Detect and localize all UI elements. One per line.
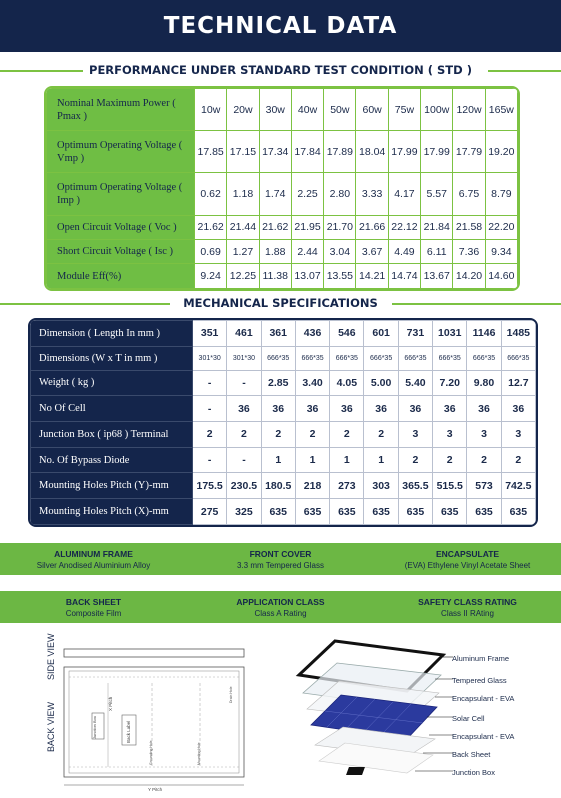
- table-cell: 1.18: [227, 173, 259, 215]
- table-cell: -: [193, 370, 227, 396]
- table-cell: 1031: [433, 321, 467, 347]
- table-cell: 3: [398, 421, 432, 447]
- table-cell: 21.58: [453, 215, 485, 239]
- table-cell: 365.5: [398, 473, 432, 499]
- table-cell: 5.57: [421, 173, 453, 215]
- row-label: Mounting Holes Pitch (X)-mm: [31, 499, 193, 525]
- table-cell: 573: [467, 473, 501, 499]
- table-cell: -: [227, 447, 261, 473]
- table-cell: 666*35: [433, 346, 467, 370]
- callout-solar-cell: Solar Cell: [452, 714, 485, 723]
- header-banner: [0, 0, 561, 52]
- performance-section-heading: [0, 63, 561, 79]
- table-cell: 0.62: [195, 173, 227, 215]
- table-cell: 1.74: [259, 173, 291, 215]
- feature-value: Silver Anodised Aluminium Alloy: [36, 560, 151, 570]
- callout-back-sheet: Back Sheet: [452, 750, 491, 759]
- table-cell: 36: [467, 396, 501, 422]
- features-bar-2: [0, 591, 561, 623]
- table-cell: 666*35: [501, 346, 535, 370]
- table-cell: 2: [295, 421, 329, 447]
- table-cell: 36: [295, 396, 329, 422]
- table-cell: 742.5: [501, 473, 535, 499]
- table-cell: 0.69: [195, 240, 227, 264]
- table-cell: 3.40: [295, 370, 329, 396]
- mechanical-row: [31, 447, 536, 473]
- table-cell: 1: [261, 447, 295, 473]
- performance-title: PERFORMANCE UNDER STANDARD TEST CONDITION ( STD ): [83, 63, 478, 77]
- table-cell: 731: [398, 321, 432, 347]
- table-cell: -: [227, 370, 261, 396]
- table-cell: 4.05: [330, 370, 364, 396]
- performance-row: [47, 173, 518, 215]
- table-cell: 17.34: [259, 131, 291, 173]
- table-cell: 1: [330, 447, 364, 473]
- table-cell: 22.12: [388, 215, 420, 239]
- table-cell: 635: [261, 499, 295, 525]
- callout-junction-box: Junction Box: [452, 768, 495, 777]
- table-cell: 21.95: [291, 215, 323, 239]
- table-cell: 21.62: [259, 215, 291, 239]
- table-cell: 1: [364, 447, 398, 473]
- back-view-frame: [64, 667, 244, 777]
- table-cell: 6.11: [421, 240, 453, 264]
- table-cell: 666*35: [364, 346, 398, 370]
- table-cell: 2: [227, 421, 261, 447]
- mechanical-row: [31, 473, 536, 499]
- table-cell: 100w: [421, 89, 453, 131]
- mechanical-row: [31, 321, 536, 347]
- table-cell: 275: [193, 499, 227, 525]
- layer-junction-box: [346, 767, 365, 775]
- feature-title: APPLICATION CLASS: [236, 596, 325, 607]
- feature-back-sheet: [0, 591, 187, 623]
- callout-aluminum-frame: Aluminum Frame: [452, 654, 510, 663]
- performance-row: [47, 264, 518, 289]
- table-cell: 3: [433, 421, 467, 447]
- table-cell: 120w: [453, 89, 485, 131]
- table-cell: 17.15: [227, 131, 259, 173]
- table-cell: 36: [261, 396, 295, 422]
- feature-value: Class II RAting: [441, 608, 494, 618]
- table-cell: 4.17: [388, 173, 420, 215]
- table-cell: 22.20: [485, 215, 517, 239]
- table-cell: 7.20: [433, 370, 467, 396]
- side-view-frame: [64, 649, 244, 657]
- table-cell: 9.34: [485, 240, 517, 264]
- table-cell: 2: [364, 421, 398, 447]
- table-cell: 50w: [324, 89, 356, 131]
- table-cell: 60w: [356, 89, 388, 131]
- row-label: Open Circuit Voltage ( Voc ): [47, 215, 195, 239]
- feature-value: (EVA) Ethylene Vinyl Acetate Sheet: [404, 560, 531, 570]
- table-cell: 21.84: [421, 215, 453, 239]
- table-cell: 180.5: [261, 473, 295, 499]
- table-cell: 301*30: [227, 346, 261, 370]
- table-cell: 9.80: [467, 370, 501, 396]
- table-cell: 635: [433, 499, 467, 525]
- table-cell: 3: [467, 421, 501, 447]
- table-cell: 36: [330, 396, 364, 422]
- features-bar-1: [0, 543, 561, 575]
- mechanical-table: [28, 318, 538, 527]
- row-label: Weight ( kg ): [31, 370, 193, 396]
- table-cell: 11.38: [259, 264, 291, 289]
- row-label: Nominal Maximum Power ( Pmax ): [47, 89, 195, 131]
- table-cell: 325: [227, 499, 261, 525]
- table-cell: 175.5: [193, 473, 227, 499]
- table-cell: 17.79: [453, 131, 485, 173]
- table-cell: 75w: [388, 89, 420, 131]
- mechanical-section-heading: [0, 296, 561, 312]
- table-cell: 13.07: [291, 264, 323, 289]
- mechanical-row: [31, 346, 536, 370]
- table-cell: 5.00: [364, 370, 398, 396]
- table-cell: 21.70: [324, 215, 356, 239]
- exploded-layer-diagram: [295, 635, 455, 795]
- row-label: Optimum Operating Voltage ( Vmp ): [47, 131, 195, 173]
- table-cell: 12.7: [501, 370, 535, 396]
- table-cell: 635: [467, 499, 501, 525]
- feature-front-cover: [187, 543, 374, 575]
- table-cell: 2.85: [261, 370, 295, 396]
- table-cell: 6.75: [453, 173, 485, 215]
- table-cell: 2.80: [324, 173, 356, 215]
- feature-encapsulate: [374, 543, 561, 575]
- table-cell: 19.20: [485, 131, 517, 173]
- feature-title: ALUMINUM FRAME: [54, 548, 133, 559]
- table-cell: 2: [467, 447, 501, 473]
- mechanical-row: [31, 499, 536, 525]
- table-cell: 273: [330, 473, 364, 499]
- table-cell: 30w: [259, 89, 291, 131]
- table-cell: 635: [398, 499, 432, 525]
- table-cell: 36: [227, 396, 261, 422]
- table-cell: 546: [330, 321, 364, 347]
- performance-table: [44, 86, 520, 291]
- feature-title: BACK SHEET: [65, 596, 122, 607]
- grounding-hole-text: Grounding Hole: [149, 740, 153, 765]
- table-cell: 14.21: [356, 264, 388, 289]
- table-cell: 666*35: [467, 346, 501, 370]
- x-pitch-text: X Pitch: [108, 696, 113, 711]
- callout-encapsulant-top: Encapsulant - EVA: [452, 694, 515, 703]
- table-cell: 666*35: [261, 346, 295, 370]
- module-drawing: [60, 643, 255, 793]
- row-label: Dimension ( Length In mm ): [31, 321, 193, 347]
- table-cell: 601: [364, 321, 398, 347]
- callout-encapsulant-bottom: Encapsulant - EVA: [452, 732, 515, 741]
- table-cell: 14.20: [453, 264, 485, 289]
- table-cell: 21.62: [195, 215, 227, 239]
- table-cell: 21.66: [356, 215, 388, 239]
- table-cell: 1146: [467, 321, 501, 347]
- table-cell: 5.40: [398, 370, 432, 396]
- table-cell: 8.79: [485, 173, 517, 215]
- table-cell: 10w: [195, 89, 227, 131]
- mechanical-row: [31, 396, 536, 422]
- page-title: TECHNICAL DATA: [163, 13, 398, 39]
- feature-aluminum-frame: [0, 543, 187, 575]
- table-cell: 3.04: [324, 240, 356, 264]
- row-label: Short Circuit Voltage ( Isc ): [47, 240, 195, 264]
- mechanical-row: [31, 421, 536, 447]
- table-cell: 36: [433, 396, 467, 422]
- table-cell: 2: [330, 421, 364, 447]
- table-cell: 230.5: [227, 473, 261, 499]
- table-cell: 1485: [501, 321, 535, 347]
- back-label-text: Back Label: [126, 720, 131, 743]
- feature-application-class: [187, 591, 374, 623]
- table-cell: 2: [398, 447, 432, 473]
- row-label: Dimensions (W x T in mm ): [31, 346, 193, 370]
- table-cell: 1.88: [259, 240, 291, 264]
- table-cell: 218: [295, 473, 329, 499]
- mechanical-row: [31, 370, 536, 396]
- table-cell: 635: [364, 499, 398, 525]
- feature-title: SAFETY CLASS RATING: [418, 596, 517, 607]
- table-cell: 635: [295, 499, 329, 525]
- feature-safety-class: [374, 591, 561, 623]
- row-label: Module Eff(%): [47, 264, 195, 289]
- feature-title: ENCAPSULATE: [435, 548, 500, 559]
- table-cell: 14.60: [485, 264, 517, 289]
- drain-hole-text: Drain Hole: [229, 686, 233, 703]
- row-label: No. Of Bypass Diode: [31, 447, 193, 473]
- mechanical-title: MECHANICAL SPECIFICATIONS: [177, 296, 384, 310]
- table-cell: -: [193, 447, 227, 473]
- table-cell: 18.04: [356, 131, 388, 173]
- row-label: Mounting Holes Pitch (Y)-mm: [31, 473, 193, 499]
- table-cell: 303: [364, 473, 398, 499]
- table-cell: 461: [227, 321, 261, 347]
- performance-row: [47, 89, 518, 131]
- table-cell: 17.99: [421, 131, 453, 173]
- table-cell: 17.85: [195, 131, 227, 173]
- feature-value: 3.3 mm Tempered Glass: [237, 560, 324, 570]
- row-label: No Of Cell: [31, 396, 193, 422]
- back-view-label: BACK VIEW: [46, 701, 56, 752]
- table-cell: 4.49: [388, 240, 420, 264]
- table-cell: 351: [193, 321, 227, 347]
- table-cell: 1: [295, 447, 329, 473]
- table-cell: 2.25: [291, 173, 323, 215]
- table-cell: 21.44: [227, 215, 259, 239]
- row-label: Junction Box ( ip68 ) Terminal: [31, 421, 193, 447]
- table-cell: 301*30: [193, 346, 227, 370]
- table-cell: 17.89: [324, 131, 356, 173]
- table-cell: 36: [501, 396, 535, 422]
- callout-tempered-glass: Tempered Glass: [452, 676, 507, 685]
- table-cell: 2: [501, 447, 535, 473]
- table-cell: 361: [261, 321, 295, 347]
- side-view-label: SIDE VIEW: [46, 633, 56, 680]
- table-cell: 2: [193, 421, 227, 447]
- table-cell: 3: [501, 421, 535, 447]
- table-cell: 436: [295, 321, 329, 347]
- table-cell: 666*35: [398, 346, 432, 370]
- table-cell: 36: [364, 396, 398, 422]
- table-cell: 12.25: [227, 264, 259, 289]
- table-cell: -: [193, 396, 227, 422]
- table-cell: 165w: [485, 89, 517, 131]
- table-cell: 2: [261, 421, 295, 447]
- table-cell: 9.24: [195, 264, 227, 289]
- table-cell: 1.27: [227, 240, 259, 264]
- row-label: Optimum Operating Voltage ( Imp ): [47, 173, 195, 215]
- table-cell: 635: [330, 499, 364, 525]
- table-cell: 666*35: [295, 346, 329, 370]
- table-cell: 36: [398, 396, 432, 422]
- y-pitch-text: Y Pitch: [148, 787, 163, 792]
- table-cell: 2: [433, 447, 467, 473]
- table-cell: 20w: [227, 89, 259, 131]
- table-cell: 666*35: [330, 346, 364, 370]
- table-cell: 515.5: [433, 473, 467, 499]
- feature-value: Composite Film: [65, 608, 122, 618]
- performance-row: [47, 240, 518, 264]
- table-cell: 17.99: [388, 131, 420, 173]
- mounting-hole-text: Mounting Hole: [197, 742, 201, 765]
- table-cell: 13.55: [324, 264, 356, 289]
- table-cell: 14.74: [388, 264, 420, 289]
- table-cell: 635: [501, 499, 535, 525]
- table-cell: 3.33: [356, 173, 388, 215]
- feature-value: Class A Rating: [254, 608, 307, 618]
- table-cell: 7.36: [453, 240, 485, 264]
- table-cell: 3.67: [356, 240, 388, 264]
- performance-row: [47, 215, 518, 239]
- junction-box-text: Junction Box: [92, 716, 97, 739]
- feature-title: FRONT COVER: [249, 548, 312, 559]
- table-cell: 17.84: [291, 131, 323, 173]
- table-cell: 40w: [291, 89, 323, 131]
- table-cell: 2.44: [291, 240, 323, 264]
- performance-row: [47, 131, 518, 173]
- table-cell: 13.67: [421, 264, 453, 289]
